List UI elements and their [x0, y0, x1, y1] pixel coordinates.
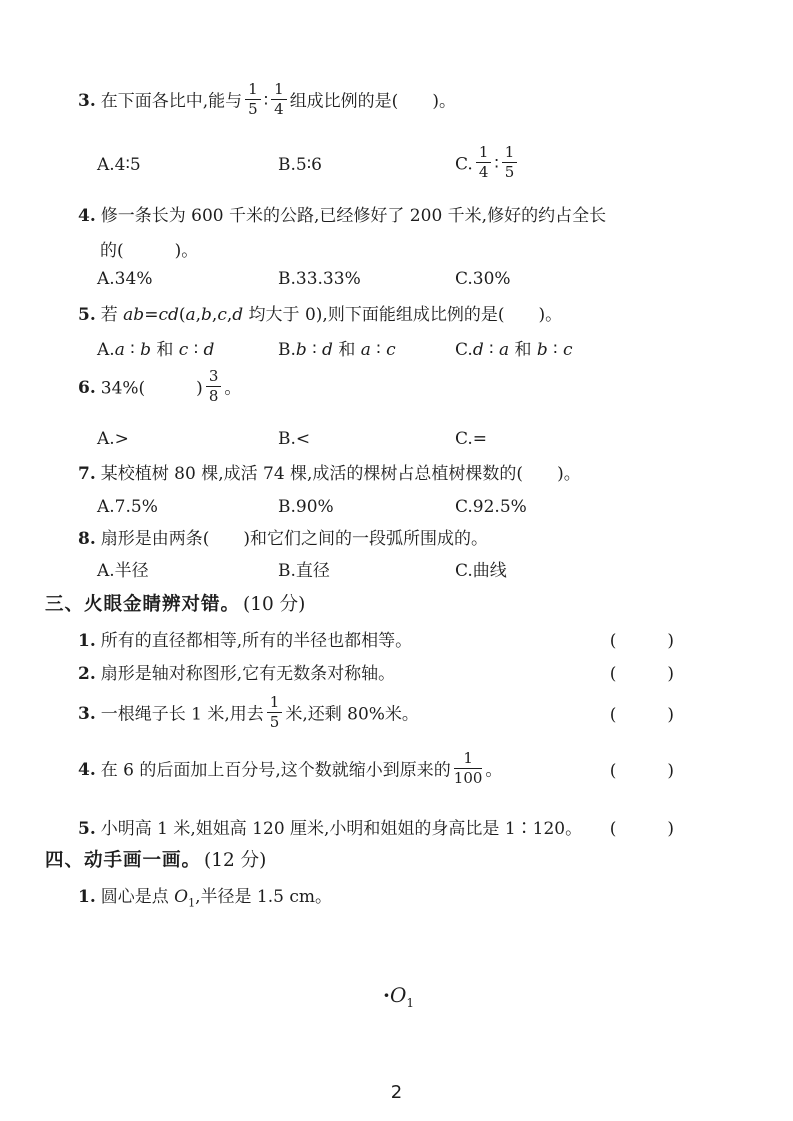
question-3-stem [78, 80, 740, 121]
judge-item-5 [78, 816, 674, 842]
math-var: O [389, 983, 407, 1007]
answer-blank: ( ) [609, 664, 674, 684]
item-text: 小明高 1 米,姐姐高 120 厘米,小明和姐姐的身高比是 1∶120。 [100, 819, 583, 839]
option-c: C.92.5% [455, 497, 527, 517]
numerator: 1 [454, 750, 483, 769]
question-8-options [97, 558, 740, 584]
option-b [278, 337, 455, 363]
answer-blank: ( ) [609, 631, 674, 651]
item-text: 扇形是轴对称图形,它有无数条对称轴。 [100, 664, 396, 684]
item-number: 1. [78, 887, 96, 907]
denominator: 5 [504, 163, 515, 182]
fraction [271, 81, 287, 119]
option-c [455, 337, 740, 363]
section-title: 三、火眼金睛辨对错。 [45, 594, 241, 615]
item-number: 5. [78, 819, 96, 839]
math-var: c [217, 305, 227, 325]
item-text: 在 6 的后面加上百分号,这个数就缩小到原来的 [100, 760, 451, 781]
math-subscript: 1 [188, 896, 196, 910]
section-score: (12 分) [204, 850, 267, 871]
stem-text: 组成比例的是( )。 [289, 91, 456, 112]
item-text: 米,还剩 80%米。 [285, 704, 419, 725]
option-text: 和 [150, 340, 179, 360]
option-c: C.= [455, 429, 488, 449]
ratio-colon: ∶ [263, 91, 269, 112]
option-c: C.30% [455, 269, 511, 289]
stem-text: 均大于 0),则下面能组成比例的是( )。 [243, 305, 563, 325]
math-var: c [386, 340, 396, 360]
option-b: B.5∶6 [278, 154, 322, 175]
math-var: d [472, 340, 484, 360]
item-text: 一根绳子长 1 米,用去 [100, 704, 264, 725]
question-7-stem [78, 461, 740, 487]
answer-blank: ( ) [609, 704, 674, 725]
question-5-options [97, 337, 740, 363]
stem-text: , [226, 305, 233, 325]
stem-text: = [144, 305, 159, 325]
option-text: 和 [509, 340, 537, 360]
question-5-stem [78, 302, 740, 328]
numerator: 1 [271, 81, 287, 100]
math-var: a [498, 340, 510, 360]
fraction [476, 144, 492, 182]
item-text: ,半径是 1.5 cm。 [195, 887, 332, 907]
stem-text: ( [178, 305, 186, 325]
numerator: 1 [245, 81, 261, 100]
question-number: 3. [78, 91, 96, 112]
denominator: 5 [269, 713, 280, 732]
denominator: 100 [453, 769, 483, 788]
option-c: C.曲线 [455, 561, 507, 581]
math-var: a [185, 305, 196, 325]
question-4-options [97, 266, 740, 292]
stem-text: 扇形是由两条( )和它们之间的一段弧所围成的。 [100, 529, 489, 549]
question-number: 4. [78, 206, 96, 226]
option-label: C. [455, 340, 473, 360]
section-3-header [45, 592, 305, 618]
ratio-colon: ∶ [124, 340, 141, 360]
point-dot: · [383, 983, 390, 1007]
judge-item-3 [78, 693, 674, 734]
question-7-options [97, 494, 740, 520]
item-text: 所有的直径都相等,所有的半径也都相等。 [100, 631, 413, 651]
math-var: b [140, 340, 151, 360]
math-var: c [563, 340, 573, 360]
option-b: B.33.33% [278, 269, 361, 289]
section-4-header [45, 848, 266, 874]
item-number: 3. [78, 704, 96, 725]
question-4-stem-line2 [100, 238, 740, 264]
ratio-colon: ∶ [494, 154, 499, 175]
judge-item-2 [78, 661, 674, 687]
answer-blank: ( ) [609, 760, 674, 781]
stem-text: , [211, 305, 218, 325]
question-6-options [97, 426, 740, 452]
judge-item-text [78, 693, 419, 734]
math-var: a [114, 340, 125, 360]
numerator: 1 [476, 144, 492, 163]
math-var: d [322, 340, 333, 360]
question-number: 8. [78, 529, 96, 549]
math-var: c [178, 340, 189, 360]
judge-item-1 [78, 628, 674, 654]
math-var: ab [123, 305, 145, 325]
option-c [455, 143, 740, 184]
option-a [97, 337, 278, 363]
math-var: d [203, 340, 215, 360]
item-text: 。 [485, 760, 503, 781]
option-a: A.半径 [97, 561, 149, 581]
section-score: (10 分) [243, 594, 306, 615]
option-a: A.> [97, 429, 129, 449]
judge-item-text [78, 749, 503, 790]
question-number: 7. [78, 464, 96, 484]
judge-item-text [78, 661, 395, 687]
math-var: d [232, 305, 244, 325]
fraction [245, 81, 261, 119]
denominator: 5 [248, 100, 258, 119]
denominator: 4 [478, 163, 489, 182]
item-number: 2. [78, 664, 96, 684]
numerator: 3 [206, 368, 222, 387]
page-number: 2 [390, 1082, 403, 1103]
judge-item-text [78, 628, 412, 654]
question-4-stem [78, 203, 740, 229]
stem-text: 在下面各比中,能与 [100, 91, 243, 112]
option-label: B. [278, 340, 296, 360]
denominator: 4 [274, 100, 284, 119]
math-var: O [174, 887, 189, 907]
fraction [502, 144, 518, 182]
fraction [206, 368, 222, 406]
ratio-colon: ∶ [306, 340, 323, 360]
stem-text: 。 [224, 378, 242, 399]
option-b: B.90% [278, 497, 334, 517]
option-label: C. [455, 154, 473, 175]
math-var: b [201, 305, 212, 325]
numerator: 1 [267, 694, 283, 713]
judge-item-4 [78, 749, 674, 790]
option-b: B.直径 [278, 561, 330, 581]
question-number: 6. [78, 378, 96, 399]
question-3-options [97, 143, 740, 184]
stem-text: 某校植树 80 棵,成活 74 棵,成活的棵树占总植树棵数的( )。 [100, 464, 581, 484]
circle-center-point [383, 983, 415, 1010]
item-number: 1. [78, 631, 96, 651]
stem-text: 若 [100, 305, 124, 325]
item-number: 4. [78, 760, 96, 781]
question-number: 5. [78, 305, 96, 325]
stem-text: 修一条长为 600 千米的公路,已经修好了 200 千米,修好的约占全长 [100, 206, 607, 226]
ratio-colon: ∶ [547, 340, 564, 360]
stem-text: , [195, 305, 202, 325]
draw-item-1 [78, 884, 740, 910]
answer-blank: ( ) [609, 819, 674, 839]
question-8-stem [78, 526, 740, 552]
fraction [267, 694, 283, 732]
option-a: A.34% [97, 269, 153, 289]
judge-item-text [78, 816, 582, 842]
ratio-colon: ∶ [483, 340, 499, 360]
ratio-colon: ∶ [370, 340, 387, 360]
math-var: cd [158, 305, 179, 325]
numerator: 1 [502, 144, 518, 163]
question-6-stem [78, 367, 740, 408]
math-var: b [295, 340, 307, 360]
option-b: B.< [278, 429, 311, 449]
option-text: 和 [332, 340, 361, 360]
denominator: 8 [208, 387, 219, 406]
item-text: 圆心是点 [100, 887, 175, 907]
math-subscript: 1 [406, 996, 415, 1010]
math-var: a [360, 340, 371, 360]
option-label: A. [97, 340, 115, 360]
option-a: A.7.5% [97, 497, 158, 517]
stem-text: 的( )。 [100, 241, 199, 261]
fraction [454, 750, 483, 788]
stem-text: 34%( ) [100, 378, 203, 399]
math-var: b [536, 340, 548, 360]
ratio-colon: ∶ [188, 340, 204, 360]
section-title: 四、动手画一画。 [45, 850, 202, 871]
option-a: A.4∶5 [97, 154, 141, 175]
